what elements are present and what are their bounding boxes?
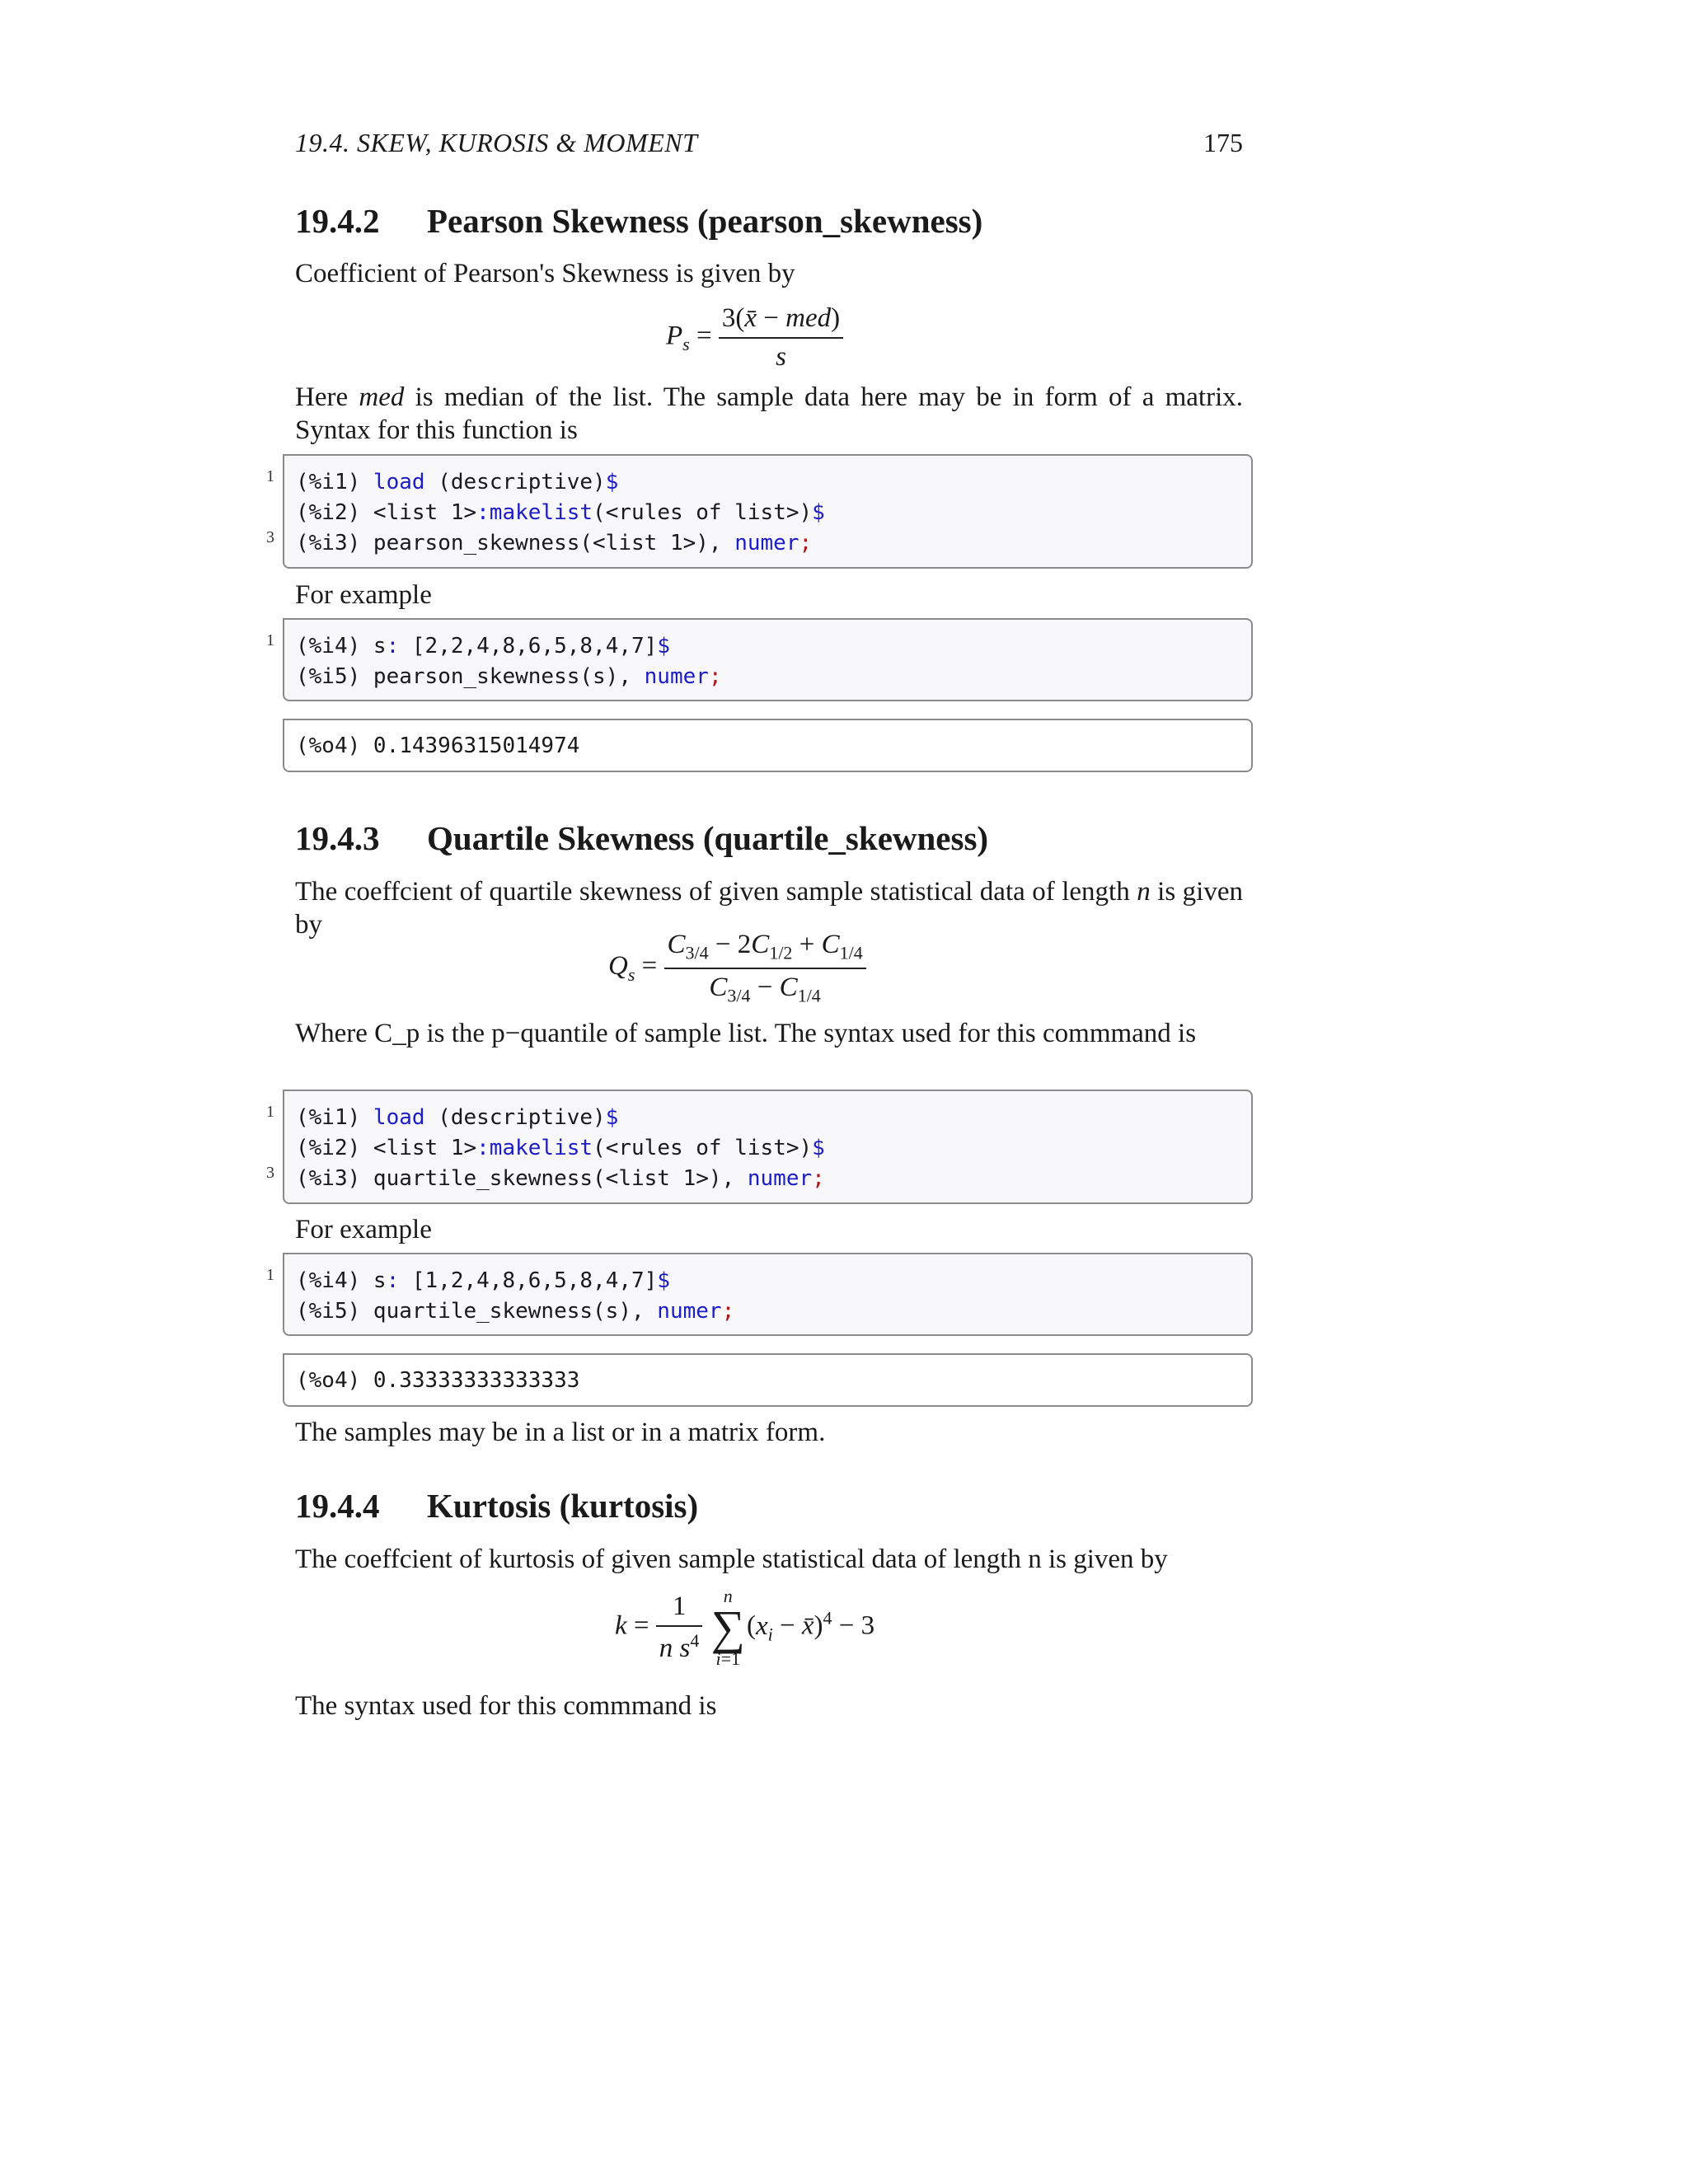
quartile-syntax-code: 1 3 (%i1) load (descriptive)$ (%i2) <list 1>:makelist(<rules of list>)$ (%i3) quartile_skewness(<list 1>), numer; (283, 1090, 1253, 1204)
quartile-formula: $Q_s$ = $\frac{C_{3/4} - 2C_{1/2} + C_{1/4}}{C_{3/4} - C_{1/4}}$ (608, 930, 866, 1006)
code-line: (%i1) load (descriptive)$ (296, 1105, 619, 1130)
code-line: (%i5) pearson_skewness(s), numer; (296, 664, 722, 689)
running-title: 19.4. SKEW, KUROSIS & MOMENT (295, 128, 698, 157)
page-number: 175 (1203, 128, 1243, 157)
quartile-example-label: For example (295, 1215, 432, 1244)
output-line: (%o4) 0.14396315014974 (296, 733, 580, 758)
code-line: (%i4) s: [1,2,4,8,6,5,8,4,7]$ (296, 1268, 670, 1293)
code-line: (%i2) <list 1>:makelist(<rules of list>)$ (296, 1136, 825, 1160)
section-title: Quartile Skewness (quartile_skewness) (427, 819, 989, 857)
section-title: Pearson Skewness (pearson_skewness) (427, 202, 983, 240)
quartile-note: The samples may be in a list or in a matrix form. (295, 1418, 826, 1447)
running-header (295, 128, 1243, 164)
section-heading-quartile (295, 818, 988, 858)
output-line: (%o4) 0.33333333333333 (296, 1368, 580, 1393)
pearson-formula: $P_s$ = $\frac{\text{3(x̄ − med)}}{s}$ (666, 303, 843, 373)
section-heading-pearson (295, 201, 982, 241)
kurtosis-formula: k = $\frac{1}{n s^4}$ n ∑ i=1 ($x_i$ − x̄)$^4$ − 3 (615, 1586, 875, 1669)
section-title: Kurtosis (kurtosis) (427, 1487, 699, 1525)
code-line: (%i3) pearson_skewness(<list 1>), numer; (296, 531, 813, 555)
quartile-where: Where C_p is the p−quantile of sample list. The syntax used for this commmand is (295, 1019, 1197, 1048)
pearson-intro: Coefficient of Pearson's Skewness is given by (295, 259, 795, 288)
code-line: (%i5) quartile_skewness(s), numer; (296, 1299, 735, 1324)
kurtosis-intro: The coeffcient of kurtosis of given sample statistical data of length n is given by (295, 1544, 1168, 1574)
section-number: 19.4.4 (295, 1487, 380, 1525)
code-line: (%i3) quartile_skewness(<list 1>), numer; (296, 1166, 825, 1191)
code-line: (%i4) s: [2,2,4,8,6,5,8,4,7]$ (296, 634, 670, 658)
section-number: 19.4.3 (295, 819, 380, 857)
pearson-example-code: 1 (%i4) s: [2,2,4,8,6,5,8,4,7]$ (%i5) pearson_skewness(s), numer; (283, 618, 1253, 701)
pearson-output (283, 719, 1253, 772)
pearson-syntax-code: 1 3 (%i1) load (descriptive)$ (%i2) <list 1>:makelist(<rules of list>)$ (%i3) pearson_skewness(<list 1>), numer; (283, 454, 1253, 569)
kurtosis-syntax-intro: The syntax used for this commmand is (295, 1691, 717, 1721)
quartile-intro: The coeffcient of quartile skewness of given sample statistical data of length n is given by (295, 877, 1243, 940)
pearson-description: Here med is median of the list. The sample data here may be in form of a matrix. Syntax for this function is (295, 382, 1243, 445)
quartile-example-code: 1 (%i4) s: [1,2,4,8,6,5,8,4,7]$ (%i5) quartile_skewness(s), numer; (283, 1253, 1253, 1336)
code-line: (%i2) <list 1>:makelist(<rules of list>)$ (296, 500, 825, 525)
pearson-example-label: For example (295, 580, 432, 610)
code-line: (%i1) load (descriptive)$ (296, 470, 619, 494)
section-number: 19.4.2 (295, 202, 380, 240)
quartile-output (283, 1353, 1253, 1407)
section-heading-kurtosis (295, 1486, 698, 1526)
